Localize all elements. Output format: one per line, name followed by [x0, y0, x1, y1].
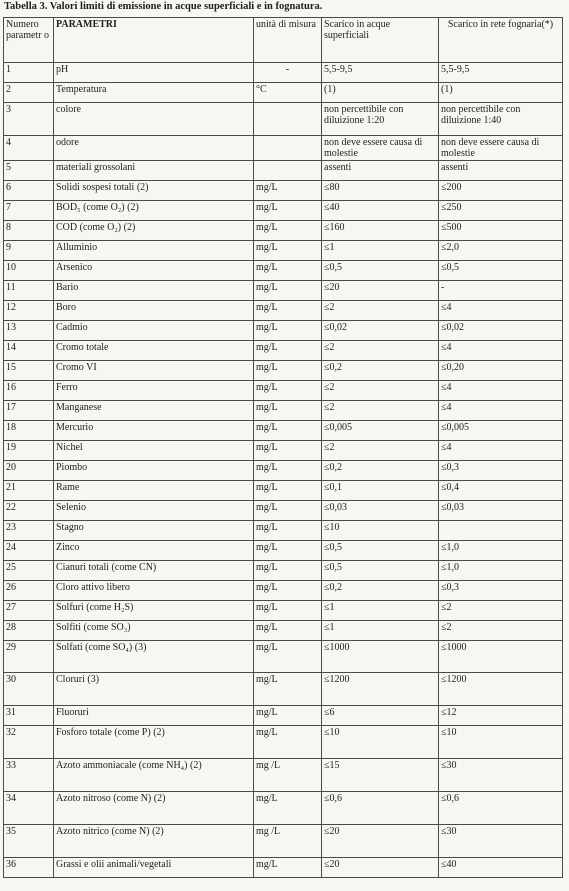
unit: mg/L — [254, 641, 322, 673]
row-number: 17 — [4, 401, 54, 421]
table-row — [4, 481, 563, 501]
table-row — [4, 301, 563, 321]
row-number: 24 — [4, 541, 54, 561]
table-row — [4, 181, 563, 201]
parameter-name: Nichel — [54, 441, 254, 461]
unit: mg/L — [254, 481, 322, 501]
row-number: 5 — [4, 161, 54, 181]
surface-limit: ≤2 — [322, 441, 439, 461]
sewer-limit: ≤1,0 — [439, 561, 563, 581]
surface-limit: ≤0,6 — [322, 792, 439, 825]
table-row — [4, 601, 563, 621]
parameter-name: Selenio — [54, 501, 254, 521]
table-row — [4, 281, 563, 301]
sewer-limit: ≤0,20 — [439, 361, 563, 381]
sewer-limit: ≤1,0 — [439, 541, 563, 561]
surface-limit: ≤40 — [322, 201, 439, 221]
surface-limit: ≤20 — [322, 281, 439, 301]
sewer-limit: ≤250 — [439, 201, 563, 221]
parameter-name: Solfati (come SO₄) (3) — [54, 641, 254, 673]
row-number: 19 — [4, 441, 54, 461]
parameter-name: Azoto ammoniacale (come NH₄) (2) — [54, 759, 254, 792]
sewer-limit: non percettibile con diluizione 1:40 — [439, 103, 563, 136]
row-number: 14 — [4, 341, 54, 361]
sewer-limit: ≤0,03 — [439, 501, 563, 521]
unit: mg/L — [254, 261, 322, 281]
table-row — [4, 673, 563, 706]
sewer-limit: ≤0,02 — [439, 321, 563, 341]
unit: mg/L — [254, 281, 322, 301]
header-number: Numero parametr o — [4, 18, 54, 63]
parameter-name: materiali grossolani — [54, 161, 254, 181]
unit: mg/L — [254, 381, 322, 401]
parameter-name: Alluminio — [54, 241, 254, 261]
unit: mg/L — [254, 461, 322, 481]
unit: °C — [254, 83, 322, 103]
surface-limit: ≤2 — [322, 341, 439, 361]
table-row — [4, 581, 563, 601]
row-number: 22 — [4, 501, 54, 521]
table-row — [4, 221, 563, 241]
row-number: 21 — [4, 481, 54, 501]
table-row — [4, 461, 563, 481]
row-number: 34 — [4, 792, 54, 825]
sewer-limit: ≤30 — [439, 759, 563, 792]
row-number: 11 — [4, 281, 54, 301]
surface-limit: ≤6 — [322, 706, 439, 726]
sewer-limit: ≤2 — [439, 621, 563, 641]
sewer-limit: ≤4 — [439, 341, 563, 361]
surface-limit: ≤2 — [322, 301, 439, 321]
row-number: 3 — [4, 103, 54, 136]
surface-limit: non deve essere causa di molestie — [322, 136, 439, 161]
surface-limit: ≤15 — [322, 759, 439, 792]
table-row — [4, 261, 563, 281]
parameter-name: Azoto nitrico (come N) (2) — [54, 825, 254, 858]
row-number: 28 — [4, 621, 54, 641]
parameter-name: BOD₅ (come O₂) (2) — [54, 201, 254, 221]
parameter-name: Cianuri totali (come CN) — [54, 561, 254, 581]
surface-limit: ≤10 — [322, 726, 439, 759]
row-number: 27 — [4, 601, 54, 621]
table-row — [4, 521, 563, 541]
row-number: 30 — [4, 673, 54, 706]
sewer-limit: (1) — [439, 83, 563, 103]
sewer-limit: ≤0,3 — [439, 581, 563, 601]
parameter-name: COD (come O₂) (2) — [54, 221, 254, 241]
parameter-name: Solfiti (come SO₃) — [54, 621, 254, 641]
table-row — [4, 361, 563, 381]
sewer-limit: ≤1200 — [439, 673, 563, 706]
sewer-limit: ≤0,5 — [439, 261, 563, 281]
table-row — [4, 201, 563, 221]
parameter-name: pH — [54, 63, 254, 83]
table-row — [4, 63, 563, 83]
row-number: 31 — [4, 706, 54, 726]
table-caption: Tabella 3. Valori limiti di emissione in acque superficiali e in fognatura. — [4, 1, 323, 12]
surface-limit: assenti — [322, 161, 439, 181]
sewer-limit: ≤10 — [439, 726, 563, 759]
table-row — [4, 561, 563, 581]
unit: mg/L — [254, 241, 322, 261]
surface-limit: ≤0,03 — [322, 501, 439, 521]
sewer-limit: ≤4 — [439, 441, 563, 461]
row-number: 36 — [4, 858, 54, 878]
surface-limit: (1) — [322, 83, 439, 103]
surface-limit: ≤80 — [322, 181, 439, 201]
unit: mg/L — [254, 301, 322, 321]
unit: mg/L — [254, 726, 322, 759]
surface-limit: ≤2 — [322, 381, 439, 401]
unit — [254, 161, 322, 181]
surface-limit: ≤0,1 — [322, 481, 439, 501]
unit: mg/L — [254, 501, 322, 521]
parameter-name: Cadmio — [54, 321, 254, 341]
unit: mg/L — [254, 401, 322, 421]
header-parameters: PARAMETRI — [54, 18, 254, 63]
surface-limit: ≤2 — [322, 401, 439, 421]
unit: mg/L — [254, 221, 322, 241]
unit: mg/L — [254, 858, 322, 878]
sewer-limit: ≤0,005 — [439, 421, 563, 441]
row-number: 33 — [4, 759, 54, 792]
table-row — [4, 241, 563, 261]
surface-limit: ≤1 — [322, 241, 439, 261]
table-row — [4, 501, 563, 521]
table-row — [4, 136, 563, 161]
table-row — [4, 759, 563, 792]
row-number: 18 — [4, 421, 54, 441]
sewer-limit: ≤4 — [439, 401, 563, 421]
table-row — [4, 541, 563, 561]
surface-limit: ≤1 — [322, 621, 439, 641]
surface-limit: ≤0,5 — [322, 561, 439, 581]
unit: mg/L — [254, 341, 322, 361]
unit: mg/L — [254, 201, 322, 221]
sewer-limit: ≤500 — [439, 221, 563, 241]
row-number: 9 — [4, 241, 54, 261]
sewer-limit: ≤200 — [439, 181, 563, 201]
unit: mg/L — [254, 792, 322, 825]
table-row — [4, 421, 563, 441]
sewer-limit: ≤2,0 — [439, 241, 563, 261]
table-row — [4, 341, 563, 361]
header-surface-discharge: Scarico in acque superficiali — [322, 18, 439, 63]
row-number: 20 — [4, 461, 54, 481]
parameter-name: Bario — [54, 281, 254, 301]
unit — [254, 103, 322, 136]
surface-limit: ≤1000 — [322, 641, 439, 673]
unit: mg /L — [254, 759, 322, 792]
sewer-limit — [439, 521, 563, 541]
row-number: 8 — [4, 221, 54, 241]
parameter-name: Grassi e olii animali/vegetali — [54, 858, 254, 878]
table-row — [4, 441, 563, 461]
parameter-name: Fluoruri — [54, 706, 254, 726]
sewer-limit: ≤0,6 — [439, 792, 563, 825]
table-row — [4, 83, 563, 103]
parameter-name: Mercurio — [54, 421, 254, 441]
table-row — [4, 161, 563, 181]
surface-limit: ≤1 — [322, 601, 439, 621]
parameter-name: Rame — [54, 481, 254, 501]
parameter-name: Cromo VI — [54, 361, 254, 381]
unit: mg/L — [254, 673, 322, 706]
table-row — [4, 792, 563, 825]
unit: mg/L — [254, 361, 322, 381]
unit: mg/L — [254, 601, 322, 621]
sewer-limit: assenti — [439, 161, 563, 181]
row-number: 1 — [4, 63, 54, 83]
unit: mg/L — [254, 321, 322, 341]
parameter-name: Stagno — [54, 521, 254, 541]
row-number: 12 — [4, 301, 54, 321]
row-number: 25 — [4, 561, 54, 581]
parameter-name: colore — [54, 103, 254, 136]
surface-limit: ≤0,2 — [322, 581, 439, 601]
emission-limits-table — [3, 17, 563, 878]
sewer-limit: ≤1000 — [439, 641, 563, 673]
surface-limit: ≤20 — [322, 825, 439, 858]
table-row — [4, 321, 563, 341]
parameter-name: Manganese — [54, 401, 254, 421]
parameter-name: Cloro attivo libero — [54, 581, 254, 601]
unit: - — [254, 63, 322, 83]
parameter-name: Cloruri (3) — [54, 673, 254, 706]
row-number: 6 — [4, 181, 54, 201]
table-row — [4, 641, 563, 673]
row-number: 10 — [4, 261, 54, 281]
unit: mg /L — [254, 825, 322, 858]
parameter-name: Solidi sospesi totali (2) — [54, 181, 254, 201]
header-row — [4, 18, 563, 63]
row-number: 35 — [4, 825, 54, 858]
table-row — [4, 381, 563, 401]
header-sewer-discharge: Scarico in rete fognaria(*) — [439, 18, 563, 63]
surface-limit: ≤0,5 — [322, 541, 439, 561]
surface-limit: ≤0,005 — [322, 421, 439, 441]
parameter-name: Fosforo totale (come P) (2) — [54, 726, 254, 759]
surface-limit: ≤0,2 — [322, 361, 439, 381]
parameter-name: Temperatura — [54, 83, 254, 103]
parameter-name: Piombo — [54, 461, 254, 481]
parameter-name: Azoto nitroso (come N) (2) — [54, 792, 254, 825]
surface-limit: ≤0,5 — [322, 261, 439, 281]
row-number: 16 — [4, 381, 54, 401]
parameter-name: Zinco — [54, 541, 254, 561]
surface-limit: 5,5-9,5 — [322, 63, 439, 83]
table-row — [4, 401, 563, 421]
table-row — [4, 103, 563, 136]
surface-limit: ≤10 — [322, 521, 439, 541]
table-row — [4, 726, 563, 759]
row-number: 13 — [4, 321, 54, 341]
row-number: 23 — [4, 521, 54, 541]
surface-limit: ≤1200 — [322, 673, 439, 706]
surface-limit: ≤20 — [322, 858, 439, 878]
parameter-name: Boro — [54, 301, 254, 321]
sewer-limit: ≤2 — [439, 601, 563, 621]
unit — [254, 136, 322, 161]
unit: mg/L — [254, 621, 322, 641]
parameter-name: Ferro — [54, 381, 254, 401]
parameter-name: odore — [54, 136, 254, 161]
sewer-limit: ≤40 — [439, 858, 563, 878]
row-number: 15 — [4, 361, 54, 381]
unit: mg/L — [254, 521, 322, 541]
surface-limit: ≤0,2 — [322, 461, 439, 481]
sewer-limit: ≤4 — [439, 381, 563, 401]
header-unit: unità di misura — [254, 18, 322, 63]
sewer-limit: ≤0,4 — [439, 481, 563, 501]
unit: mg/L — [254, 541, 322, 561]
surface-limit: non percettibile con diluizione 1:20 — [322, 103, 439, 136]
sewer-limit: ≤30 — [439, 825, 563, 858]
sewer-limit: - — [439, 281, 563, 301]
sewer-limit: ≤4 — [439, 301, 563, 321]
unit: mg/L — [254, 706, 322, 726]
surface-limit: ≤160 — [322, 221, 439, 241]
unit: mg/L — [254, 561, 322, 581]
sewer-limit: ≤0,3 — [439, 461, 563, 481]
surface-limit: ≤0,02 — [322, 321, 439, 341]
parameter-name: Cromo totale — [54, 341, 254, 361]
sewer-limit: ≤12 — [439, 706, 563, 726]
table-row — [4, 858, 563, 878]
table-row — [4, 825, 563, 858]
table-row — [4, 621, 563, 641]
row-number: 26 — [4, 581, 54, 601]
table-row — [4, 706, 563, 726]
row-number: 4 — [4, 136, 54, 161]
row-number: 32 — [4, 726, 54, 759]
unit: mg/L — [254, 421, 322, 441]
unit: mg/L — [254, 441, 322, 461]
row-number: 2 — [4, 83, 54, 103]
sewer-limit: non deve essere causa di molestie — [439, 136, 563, 161]
row-number: 7 — [4, 201, 54, 221]
parameter-name: Arsenico — [54, 261, 254, 281]
unit: mg/L — [254, 181, 322, 201]
parameter-name: Solfuri (come H₂S) — [54, 601, 254, 621]
sewer-limit: 5,5-9,5 — [439, 63, 563, 83]
unit: mg/L — [254, 581, 322, 601]
row-number: 29 — [4, 641, 54, 673]
